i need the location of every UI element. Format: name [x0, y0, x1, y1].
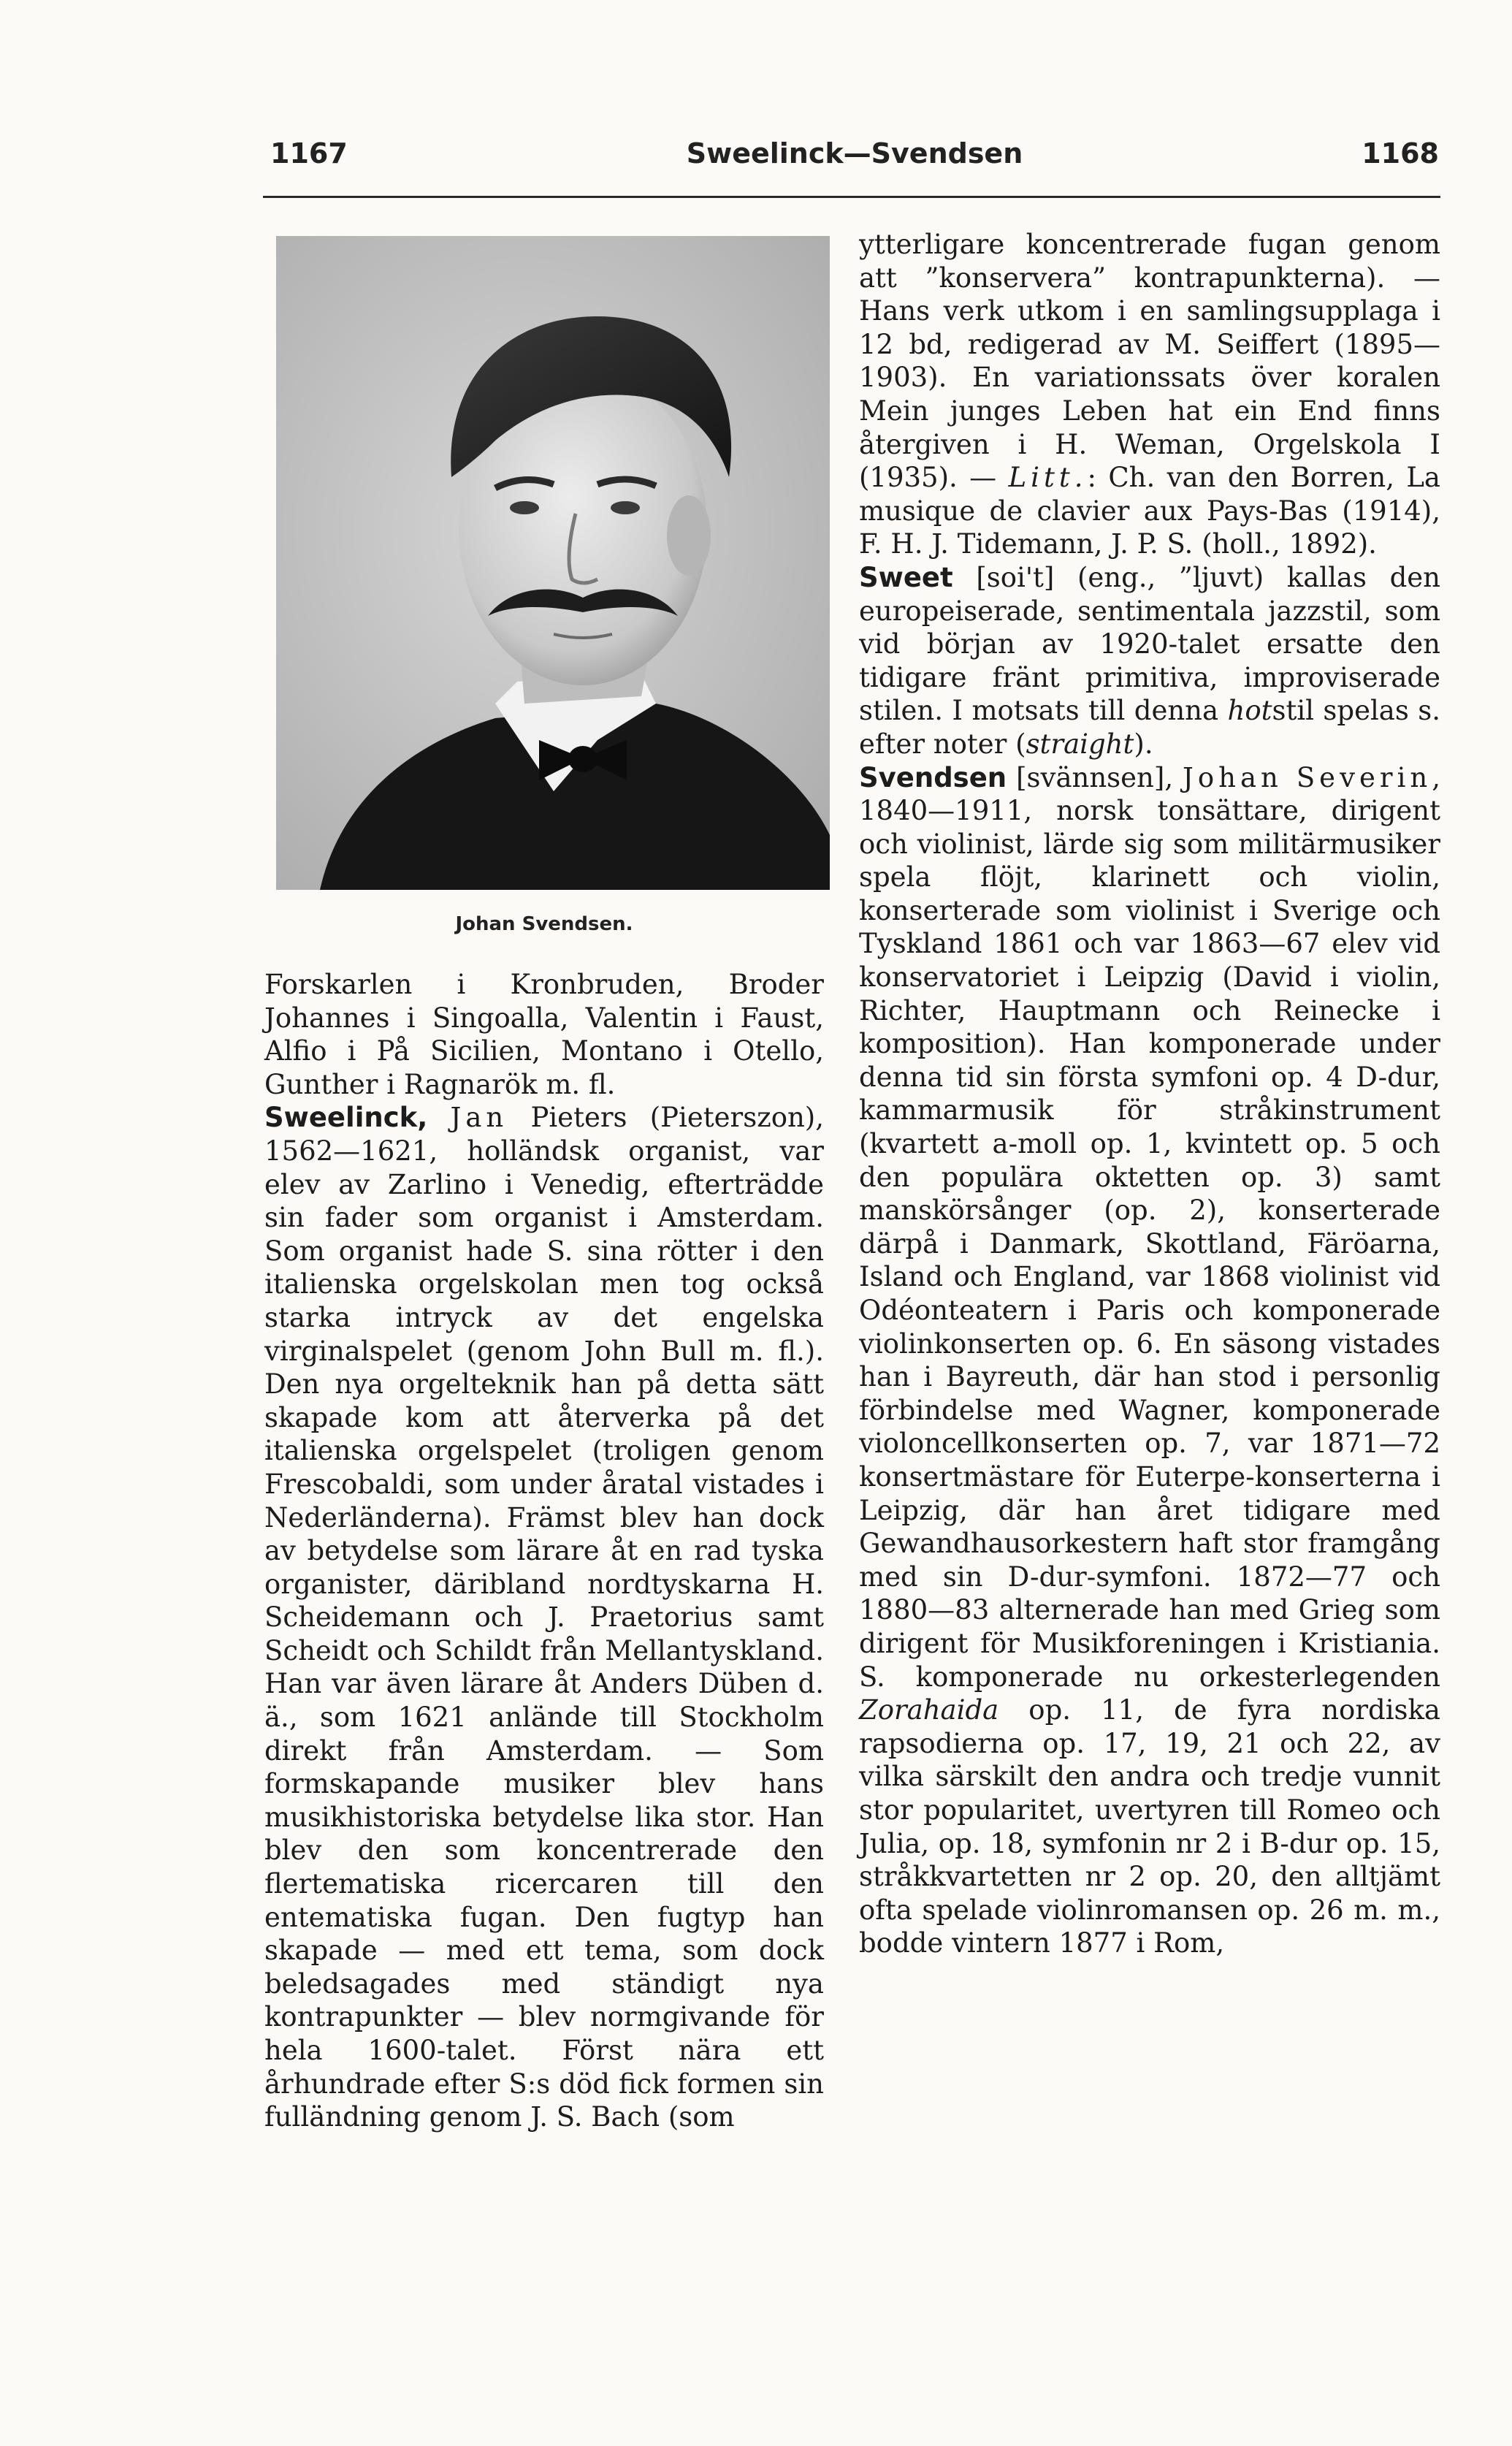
- entry-text: stil spelas s. efter noter (: [859, 695, 1441, 760]
- photo-caption: Johan Svendsen.: [455, 913, 633, 935]
- spaced-name: Jan: [450, 1102, 508, 1134]
- right-column: [859, 228, 1440, 1960]
- entry-sweelinck: [264, 1101, 824, 2133]
- literature-text: : Ch. van den Borren, La musique de clavier aux Pays-Bas (1914), F. H. J. Tidemann, J. P. S. (holl., 1892).: [859, 462, 1440, 560]
- italic-term: straight: [1026, 728, 1134, 760]
- entry-text: Pieters (Pieterszon), 1562—1621, holländsk organist, var elev av Zarlino i Venedig, efterträdde sin fader som organist i Amsterdam. Som organist hade S. sina rötter i den italienska orgelskolan men tog också starka intryck av det engelska virginalspelet (genom John Bull m. fl.). Den nya orgelteknik han på detta sätt skapade kom att återverka på det italienska orgelspelet (troligen genom Frescobaldi, som under åratal vistades i Nederländerna). Främst blev han dock av betydelse som lärare åt en rad tyska organister, däribland nordtyskarna H. Scheidemann och J. Praetorius samt Scheidt och Schildt från Mellantyskland. Han var även lärare åt Anders Düben d. ä., som 1621 anlände till Stockholm direkt från Amsterdam. — Som formskapande musiker blev hans musikhistoriska betydelse lika stor. Han blev den som koncentrerade den flertematiska ricercaren till den entematiska fugan. Den fugtyp han skapade — med ett tema, som dock beledsagades med ständigt nya kontrapunkter — blev normgivande för hela 1600-talet. Först nära ett århundrade efter S:s död fick formen sin fulländning genom J. S. Bach (som: [264, 1102, 825, 2133]
- spaced-name: Johan Severin: [1183, 761, 1432, 793]
- entry-text: , 1840—1911, norsk tonsättare, dirigent och violinist, lärde sig som militärmusiker spela flöjt, klarinett och violin, konserterade som violinist i Sverige och Tyskland 1861 och var 1863—67 elev vid konservatoriet i Leipzig (David i violin, Richter, Hauptmann och Reinecke i komposition). Han komponerade under denna tid sin första symfoni op. 4 D-dur, kammarmusik för stråkinstrument (kvartett a-moll op. 1, kvintett op. 5 och den populära oktetten op. 3) samt manskörsånger (op. 2), konserterade därpå i Danmark, Skottland, Färöarna, Island och England, var 1868 violinist vid Odéonteatern i Paris och komponerade violinkonserten op. 6. En säsong vistades han i Bayreuth, där han stod i personlig förbindelse med Wagner, komponerade violoncellkonserten op. 7, var 1871—72 konsertmästare för Euterpe-konserterna i Leipzig, där han året tidigare med Gewandhausorkestern haft stor framgång med sin D-dur-symfoni. 1872—77 och 1880—83 alternerade han med Grieg som dirigent för Musikforeningen i Kristiania. S. komponerade nu orkesterlegenden: [859, 761, 1440, 1693]
- page-number-right: 1168: [1362, 137, 1439, 169]
- entry-text: [soi't] (eng., ”ljuvt) kallas den europeiserade, sentimentala jazzstil, som vid början av 1920-talet ersatte den tidigare fränt primitiva, improviserade stilen. I motsats till denna: [859, 561, 1440, 727]
- running-title: Sweelinck—Svendsen: [686, 137, 1023, 169]
- header-rule: [263, 196, 1440, 198]
- portrait-photo: [276, 236, 830, 890]
- litt-label: Litt.: [1008, 462, 1088, 494]
- headword-svendsen: Svendsen: [859, 761, 1007, 793]
- entry-text: ).: [1134, 728, 1153, 760]
- entry-text: op. 11, de fyra nordiska rapsodierna op. 17, 19, 21 och 22, av vilka särskilt den andra och tredje vunnit stor popularitet, uvertyren till Romeo och Julia, op. 18, symfonin nr 2 i B-dur op. 15, stråkkvartetten nr 2 op. 20, den alltjämt ofta spelade violinromansen op. 26 m. m., bodde vintern 1877 i Rom,: [859, 1694, 1440, 1959]
- page-number-left: 1167: [270, 137, 348, 169]
- entry-intro-text: Forskarlen i Kronbruden, Broder Johannes i Singoalla, Valentin i Faust, Alfio i På Sicilien, Montano i Otello, Gunther i Ragnarök m. fl.: [264, 969, 824, 1100]
- headword-sweet: Sweet: [859, 561, 953, 593]
- entry-continuation: [859, 228, 1440, 561]
- left-column: [264, 968, 824, 2134]
- italic-term: Zorahaida: [859, 1694, 999, 1726]
- entry-svendsen: [859, 761, 1440, 1960]
- headword-sweelinck: Sweelinck,: [264, 1102, 428, 1134]
- italic-term: hot: [1227, 695, 1272, 727]
- entry-sweet: [859, 561, 1440, 761]
- page-header: [270, 137, 1439, 188]
- pronunciation: [svännsen],: [1007, 761, 1183, 793]
- continuation-text: ytterligare koncentrerade fugan genom att ”konservera” kontrapunkterna). — Hans verk utkom i en samlingsupplaga i 12 bd, redigerad av M. Seiffert (1895—1903). En variationssats över koralen Mein junges Leben hat ein End finns återgiven i H. Weman, Orgelskola I (1935). —: [859, 229, 1440, 494]
